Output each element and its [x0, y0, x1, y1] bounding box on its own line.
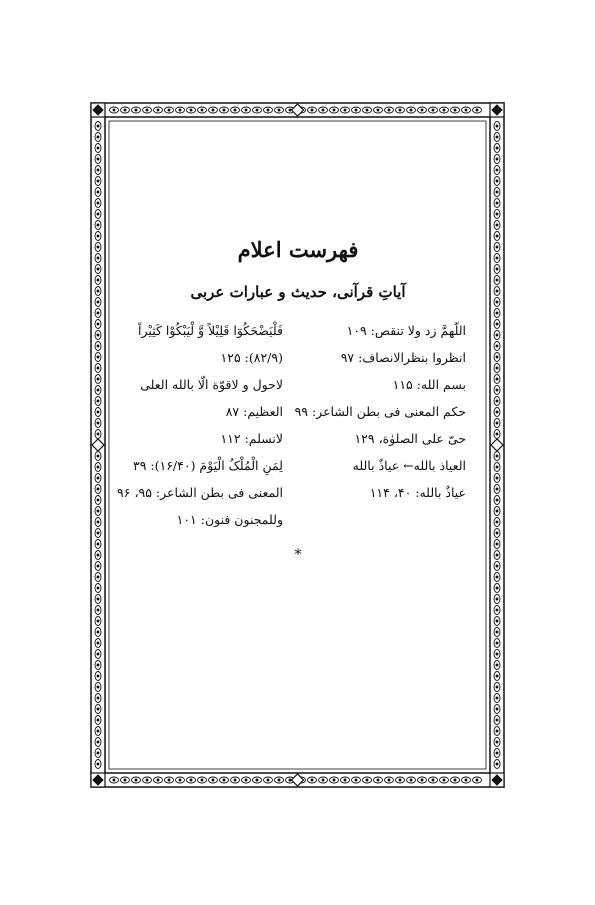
index-entry: المعنی فی بطن الشاعر: ۹۵، ۹۶ — [117, 485, 283, 500]
index-entry: فَلْیَضْحَکُوٓا قَلِیْلاً وَّ لْیَبْکُوْا کَثِیْراً — [138, 323, 283, 338]
index-entry: بسم الله: ۱۱۵ — [392, 377, 466, 392]
section-subtitle: آیاتِ قرآنی، حدیث و عبارات عربی — [190, 283, 406, 301]
index-entry: عیاذٌ بالله: ۴۰، ۱۱۴ — [369, 485, 466, 500]
end-mark: * — [294, 547, 302, 563]
index-entry: حیّ علی الصلوٰة، ۱۲۹ — [354, 431, 466, 446]
index-entry: وللمجنون فنون: ۱۰۱ — [176, 512, 283, 527]
index-entry: العیاذ بالله← عیاذٌ بالله — [352, 458, 466, 473]
index-entry: اللّهمَّ زد ولا تنقص: ۱۰۹ — [346, 323, 466, 338]
index-entry: لِمَنِ الْمُلْکُ الْیَوْمَ (۱۶/۴۰): ۳۹ — [132, 458, 283, 473]
index-entry: انظروا بنظرالانصاف: ۹۷ — [340, 350, 466, 365]
index-column-left — [118, 317, 283, 533]
index-entry: لانسلم: ۱۱۲ — [220, 431, 283, 446]
index-entry: حکم المعنی فی بطن الشاعر: ۹۹ — [294, 404, 466, 419]
page-title: فهرست اعلام — [237, 237, 359, 262]
index-entry: (۸۲/۹): ۱۲۵ — [220, 350, 283, 365]
index-column-right — [294, 317, 466, 506]
index-entry: لاحول و لاقوّة الّا بالله العلی — [140, 377, 283, 392]
index-entry: العظیم: ۸۷ — [225, 404, 283, 419]
